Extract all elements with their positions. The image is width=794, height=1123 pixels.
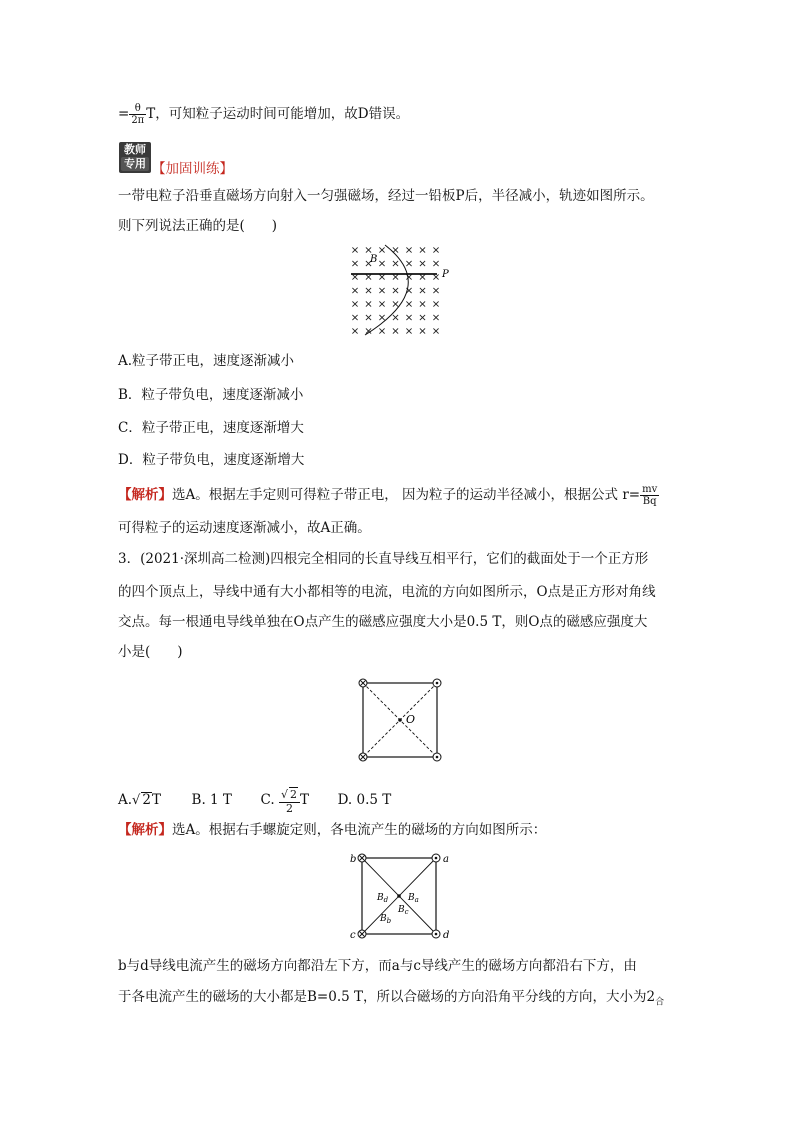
square-wires-figure [352, 673, 452, 765]
wire-top-left-into [359, 679, 367, 687]
equals-sign: = [118, 106, 130, 122]
badge-line2: 专用 [121, 157, 149, 171]
q2-option-b: B．粒子带负电，速度逐渐减小 [118, 387, 304, 403]
field-vector-figure [344, 850, 456, 942]
analysis-tag: 【解析】 [118, 487, 172, 503]
theta-fraction [129, 103, 146, 126]
label-b: B [370, 254, 378, 265]
q3-stem-line3: 交点。每一根通电导线单独在O点产生的磁感应强度大小是0.5 T，则O点的磁感应强度大 [118, 614, 648, 630]
opt-c-fraction [279, 787, 300, 814]
opt-c-prefix: C. [260, 792, 275, 808]
q3-tail-line2 [118, 988, 664, 1012]
opt-c-unit: T [299, 792, 309, 808]
q2-stem-line2: 则下列说法正确的是( ) [118, 218, 278, 234]
label-bb: $B_b$ [380, 914, 392, 925]
analysis-text: 选A。根据左手定则可得粒子带正电， 因为粒子的运动半径减小，根据公式 r= [172, 487, 641, 503]
q3-options: A.√ 2T B. 1 T C. $\frac{√ 2}{2}$ T D. 0.5 T [118, 788, 392, 815]
label-o: O [406, 713, 416, 726]
frac-num: θ [129, 103, 146, 115]
opt-c-num: √ 2 [279, 787, 300, 803]
wire-top-right-out [433, 679, 441, 687]
formula-num: mv [642, 484, 658, 495]
q3-analysis [118, 821, 546, 839]
q3-tail-line1: b与d导线电流产生的磁场方向都沿左下方，而a与c导线产生的磁场方向都沿右下方，由 [118, 958, 637, 974]
wire-bottom-right-out [433, 753, 441, 761]
wire-a-out [432, 854, 440, 862]
tail2-text: 于各电流产生的磁场的大小都是B=0.5 T，所以合磁场的方向沿角平分线的方向，大小为 [118, 989, 647, 1005]
badge-line1: 教师 [124, 143, 146, 156]
label-wire-b: b [350, 854, 357, 865]
opt-a-prefix: A. [118, 792, 133, 808]
analysis-text-q3: 选A。根据右手螺旋定则，各电流产生的磁场的方向如图所示： [172, 822, 547, 838]
label-bd: $B_d$ [377, 893, 389, 904]
q2-option-d: D．粒子带负电，速度逐渐增大 [118, 452, 305, 468]
q3-stem-line1: 3．(2021·深圳高二检测)四根完全相同的长直导线互相平行，它们的截面处于一个正方形 [118, 551, 649, 567]
wire-bottom-left-into [359, 753, 367, 761]
opt-d: D. 0.5 T [337, 792, 392, 808]
teacher-only-badge [119, 142, 151, 173]
q2-option-c: C．粒子带正电，速度逐渐增大 [118, 420, 304, 436]
intro-line [118, 103, 409, 126]
opt-a-unit: T [151, 792, 161, 808]
center-dot [397, 894, 401, 898]
section-title-text: 【加固训练】 [152, 161, 233, 177]
label-wire-d: d [443, 930, 450, 941]
analysis-tag-q3: 【解析】 [118, 822, 172, 838]
label-p: P [442, 269, 449, 280]
q3-stem-line2: 的四个顶点上，导线中通有大小都相等的电流，电流的方向如图所示，O点是正方形对角线 [118, 584, 656, 600]
tail2-sub: 合 [655, 997, 665, 1008]
label-ba: $B_a$ [408, 893, 419, 904]
label-wire-c: c [350, 930, 356, 941]
label-wire-a: a [443, 854, 449, 865]
center-point-o [398, 718, 402, 722]
intro-text: T，可知粒子运动时间可能增加，故D错误。 [146, 106, 410, 122]
q2-stem-line1: 一带电粒子沿垂直磁场方向射入一匀强磁场，经过一铅板P后，半径减小，轨迹如图所示。 [118, 188, 654, 204]
formula-den: Bq [642, 496, 657, 507]
opt-c-den: 2 [285, 802, 293, 815]
magnetic-field-figure [345, 243, 460, 338]
opt-a-radicand: 2 [142, 792, 151, 808]
radius-formula [640, 484, 659, 507]
field-cross-grid [352, 247, 438, 333]
tail2-end: 2 [646, 989, 656, 1005]
label-bc: $B_c$ [398, 905, 409, 916]
q3-stem-line4: 小是( ) [118, 644, 183, 660]
opt-c-radicand: 2 [289, 788, 297, 801]
wire-d-out [432, 930, 440, 938]
frac-den: 2π [131, 115, 145, 126]
wire-c-into [358, 930, 366, 938]
section-title [152, 160, 233, 178]
wire-b-into [358, 854, 366, 862]
q2-option-a: A.粒子带正电，速度逐渐减小 [118, 353, 295, 369]
q2-analysis-line2: 可得粒子的运动速度逐渐减小，故A正确。 [118, 520, 371, 536]
q2-analysis-line1 [118, 484, 659, 507]
opt-b: B. 1 T [191, 792, 232, 808]
